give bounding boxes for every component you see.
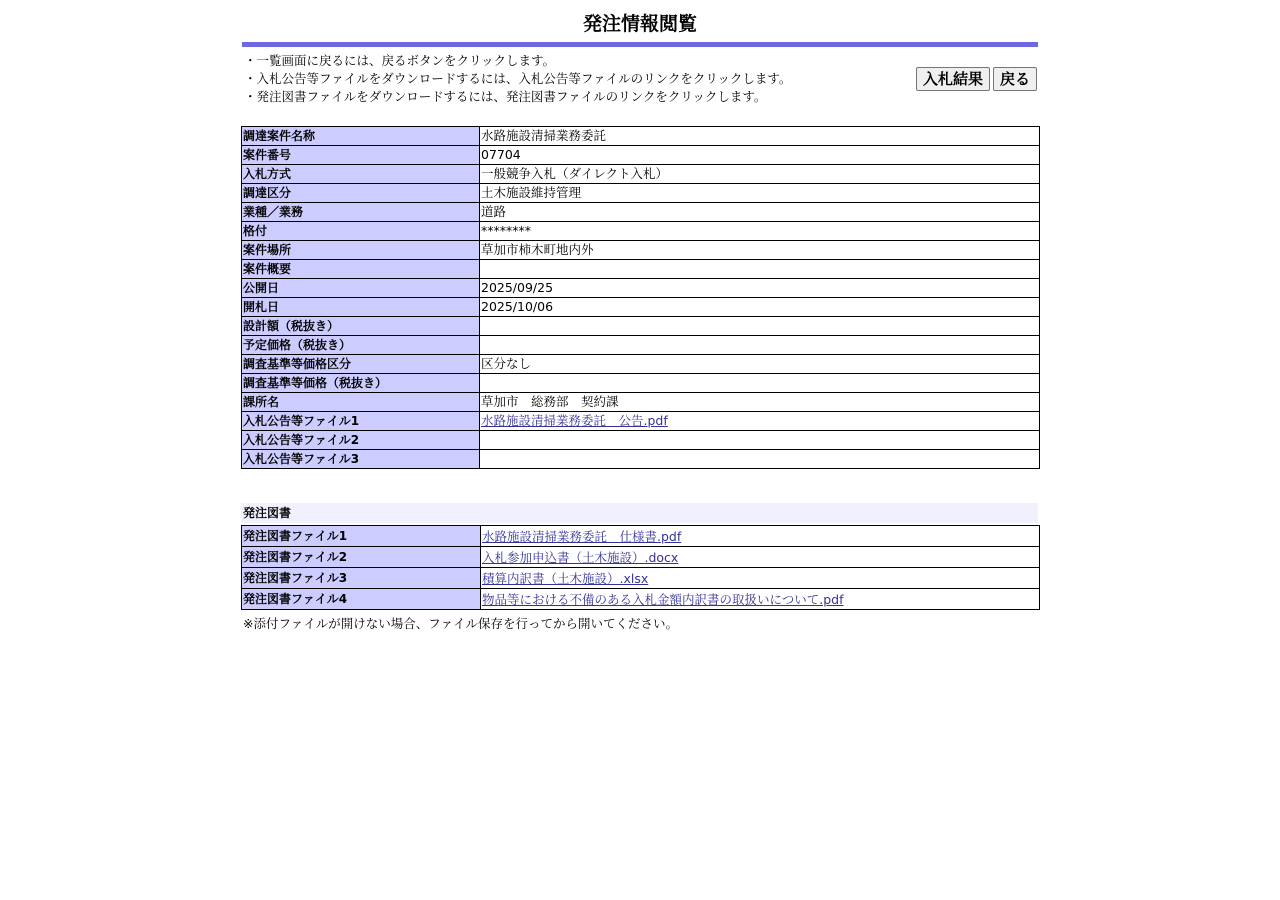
info-label: 入札公告等ファイル2	[242, 431, 480, 450]
info-value	[480, 431, 1040, 450]
info-value	[480, 412, 1040, 431]
info-row	[242, 279, 1040, 298]
instruction-item: ・発注図書ファイルをダウンロードするには、発注図書ファイルのリンクをクリックします。	[244, 89, 767, 104]
info-row	[242, 127, 1040, 146]
info-label: 公開日	[242, 279, 480, 298]
info-row	[242, 431, 1040, 450]
info-label: 調査基準等価格（税抜き）	[242, 374, 480, 393]
info-value: 区分なし	[480, 355, 1040, 374]
doc-value	[481, 547, 1040, 568]
info-row	[242, 298, 1040, 317]
attachment-note: ※添付ファイルが開けない場合、ファイル保存を行ってから開いてください。	[243, 616, 678, 631]
doc-row	[242, 526, 1040, 547]
info-value	[480, 374, 1040, 393]
doc-row	[242, 589, 1040, 610]
info-value: ********	[480, 222, 1040, 241]
info-row	[242, 165, 1040, 184]
bid-results-button[interactable]: 入札結果	[916, 67, 990, 91]
info-value: 土木施設維持管理	[480, 184, 1040, 203]
info-row	[242, 184, 1040, 203]
info-value: 2025/10/06	[480, 298, 1040, 317]
order-doc-file-link[interactable]: 入札参加申込書（土木施設）.docx	[482, 550, 679, 565]
info-row	[242, 450, 1040, 469]
info-value	[480, 260, 1040, 279]
info-value: 水路施設清掃業務委託	[480, 127, 1040, 146]
info-row	[242, 393, 1040, 412]
info-row	[242, 203, 1040, 222]
info-label: 案件概要	[242, 260, 480, 279]
doc-value	[481, 526, 1040, 547]
doc-row	[242, 568, 1040, 589]
info-row	[242, 374, 1040, 393]
order-doc-file-link[interactable]: 積算内訳書（土木施設）.xlsx	[482, 571, 649, 586]
info-label: 調査基準等価格区分	[242, 355, 480, 374]
page-container	[241, 0, 1039, 632]
info-row	[242, 260, 1040, 279]
info-value	[480, 317, 1040, 336]
info-value: 2025/09/25	[480, 279, 1040, 298]
info-label: 案件場所	[242, 241, 480, 260]
info-row	[242, 241, 1040, 260]
info-label: 開札日	[242, 298, 480, 317]
doc-label: 発注図書ファイル1	[242, 526, 481, 547]
info-row	[242, 336, 1040, 355]
info-value	[480, 336, 1040, 355]
action-buttons	[916, 67, 1037, 91]
instructions-area	[241, 47, 1039, 126]
instruction-item: ・入札公告等ファイルをダウンロードするには、入札公告等ファイルのリンクをクリックします。	[244, 71, 792, 86]
info-label: 課所名	[242, 393, 480, 412]
info-label: 入札方式	[242, 165, 480, 184]
order-docs-table	[241, 525, 1040, 610]
back-button[interactable]: 戻る	[993, 67, 1037, 91]
info-value: 道路	[480, 203, 1040, 222]
info-row	[242, 222, 1040, 241]
info-label: 設計額（税抜き）	[242, 317, 480, 336]
doc-label: 発注図書ファイル4	[242, 589, 481, 610]
info-row	[242, 317, 1040, 336]
page-title: 発注情報閲覧	[582, 13, 697, 35]
info-label: 調達区分	[242, 184, 480, 203]
notice-file-link[interactable]: 水路施設清掃業務委託 公告.pdf	[481, 413, 668, 428]
info-label: 案件番号	[242, 146, 480, 165]
order-docs-header: 発注図書	[241, 503, 1038, 523]
info-label: 業種／業務	[242, 203, 480, 222]
info-label: 格付	[242, 222, 480, 241]
doc-value	[481, 568, 1040, 589]
info-row	[242, 146, 1040, 165]
doc-label: 発注図書ファイル3	[242, 568, 481, 589]
info-value: 07704	[480, 146, 1040, 165]
order-doc-file-link[interactable]: 物品等における不備のある入札金額内訳書の取扱いについて.pdf	[482, 592, 844, 607]
order-doc-file-link[interactable]: 水路施設清掃業務委託 仕様書.pdf	[482, 529, 682, 544]
doc-value	[481, 589, 1040, 610]
info-value: 一般競争入札（ダイレクト入札）	[480, 165, 1040, 184]
info-value: 草加市柿木町地内外	[480, 241, 1040, 260]
info-label: 調達案件名称	[242, 127, 480, 146]
info-value: 草加市 総務部 契約課	[480, 393, 1040, 412]
info-value	[480, 450, 1040, 469]
info-row	[242, 412, 1040, 431]
info-row	[242, 355, 1040, 374]
doc-row	[242, 547, 1040, 568]
info-label: 入札公告等ファイル3	[242, 450, 480, 469]
case-info-table	[241, 126, 1040, 469]
info-label: 予定価格（税抜き）	[242, 336, 480, 355]
doc-label: 発注図書ファイル2	[242, 547, 481, 568]
instruction-item: ・一覧画面に戻るには、戻るボタンをクリックします。	[244, 53, 556, 68]
info-label: 入札公告等ファイル1	[242, 412, 480, 431]
